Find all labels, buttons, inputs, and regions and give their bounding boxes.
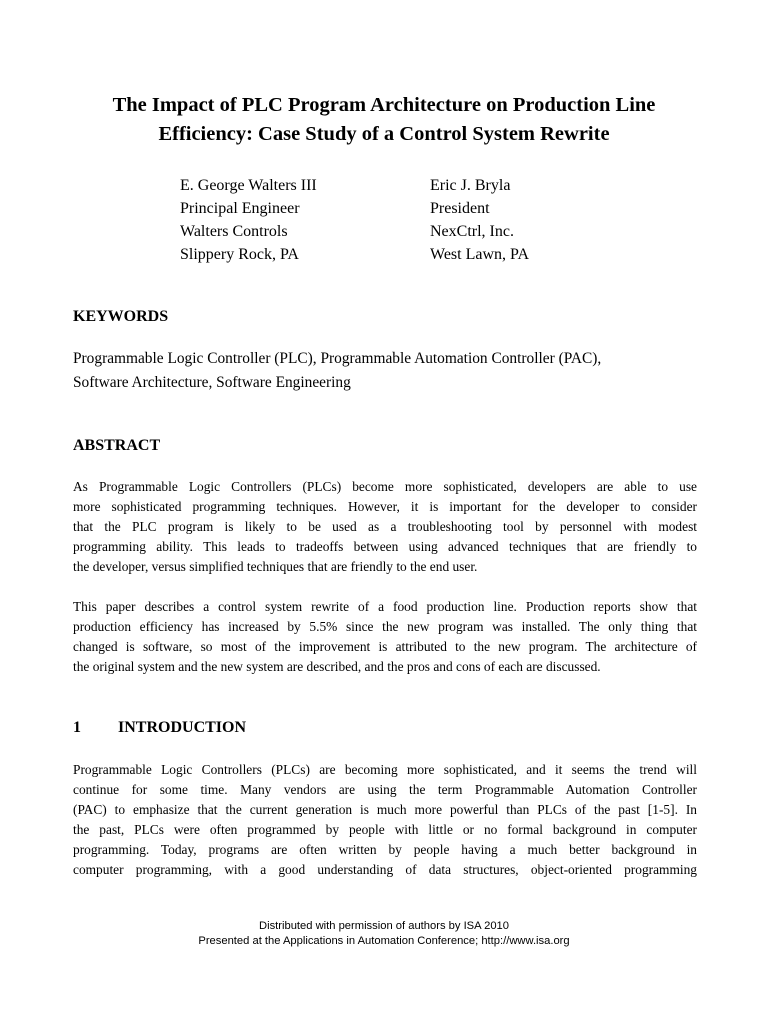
abstract-paragraph-2 (73, 597, 697, 677)
text-line: the developer, versus simplified techniques that are friendly to the end user. (73, 559, 478, 574)
title-line-2: Efficiency: Case Study of a Control System Rewrite (158, 123, 610, 145)
text-line: programming. Today, programs are often written by people having a much better background in (73, 842, 697, 857)
keywords-line: Programmable Logic Controller (PLC), Programmable Automation Controller (PAC), (73, 350, 602, 367)
author-name: E. George Walters III (180, 177, 317, 194)
paper-title (40, 91, 728, 149)
page-footer (84, 919, 684, 949)
author-location: Slippery Rock, PA (180, 246, 299, 263)
keywords-line: Software Architecture, Software Engineering (73, 374, 351, 391)
author-role: President (430, 200, 490, 217)
text-line: continue for some time. Many vendors are using the term Programmable Automation Controller (73, 782, 697, 797)
footer-line-1: Distributed with permission of authors by ISA 2010 (259, 920, 509, 932)
section-title: INTRODUCTION (118, 719, 247, 736)
text-line: programming ability. This leads to tradeoffs between using advanced techniques that are friendly to (73, 539, 697, 554)
keywords-text (73, 347, 713, 395)
text-line: production efficiency has increased by 5.5% since the new program was installed. The only thing that (73, 619, 697, 634)
text-line: more sophisticated programming techniques. However, it is important for the developer to consider (73, 499, 697, 514)
section-number: 1 (73, 719, 81, 736)
text-line: changed is software, so most of the improvement is attributed to the new program. The architecture of (73, 639, 697, 654)
author-block-1 (180, 174, 317, 266)
abstract-heading: ABSTRACT (73, 437, 161, 454)
author-block-2 (430, 174, 529, 266)
text-line: that the PLC program is likely to be used as a troubleshooting tool by personnel with modest (73, 519, 697, 534)
keywords-heading: KEYWORDS (73, 308, 169, 325)
author-location: West Lawn, PA (430, 246, 530, 263)
abstract-paragraph-1 (73, 477, 697, 577)
title-line-1: The Impact of PLC Program Architecture on Production Line (112, 94, 656, 116)
text-line: the original system and the new system are described, and the pros and cons of each are discussed. (73, 659, 601, 674)
author-org: NexCtrl, Inc. (430, 223, 514, 240)
text-line: Programmable Logic Controllers (PLCs) are becoming more sophisticated, and it seems the trend will (73, 762, 697, 777)
text-line: As Programmable Logic Controllers (PLCs) become more sophisticated, developers are able to use (73, 479, 697, 494)
introduction-paragraph-1 (73, 760, 697, 880)
author-org: Walters Controls (180, 223, 288, 240)
introduction-heading (73, 718, 246, 738)
author-role: Principal Engineer (180, 200, 300, 217)
text-line: (PAC) to emphasize that the current generation is much more powerful than PLCs of the past [1-5]. In (73, 802, 697, 817)
text-line: computer programming, with a good understanding of data structures, object-oriented programming (73, 862, 697, 877)
footer-line-2: Presented at the Applications in Automation Conference; http://www.isa.org (198, 935, 570, 947)
text-line: the past, PLCs were often programmed by people with little or no formal background in computer (73, 822, 697, 837)
text-line: This paper describes a control system rewrite of a food production line. Production reports show that (73, 599, 697, 614)
author-name: Eric J. Bryla (430, 177, 511, 194)
